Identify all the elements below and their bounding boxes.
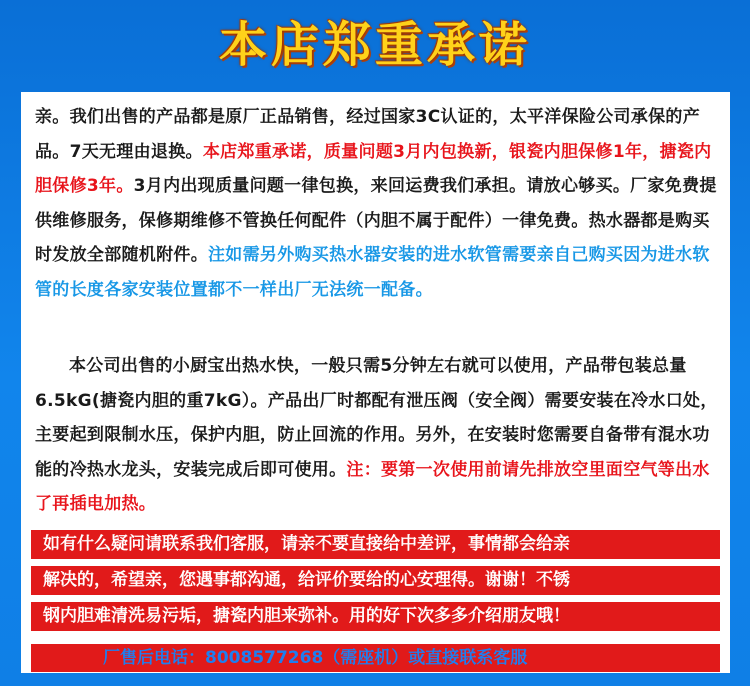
warranty-promise-text: 本店郑重承诺，质量问题3月内包换新，银瓷内胆保修1年，搪瓷内胆保修3年。 xyxy=(35,141,712,196)
service-hotline: 厂售后电话：8008577268（需座机）或直接联系客服 xyxy=(31,644,720,672)
product-info-text: 本公司出售的小厨宝出热水快，一般只需5分钟左右就可以使用，产品带包装总量6.5kG(搪瓷内胆的重7kG）。产品出厂时都配有泄压阀（安全阀）需要安装在冷水口处，主要起到限制水压，保护内胆，防止回流的作用。另外，在安装时您需要自备带有混水功能的冷热水龙头，安装完成后即可使用。 xyxy=(35,356,718,480)
paragraph-product-info xyxy=(35,349,719,522)
page-title: 本店郑重承诺 xyxy=(218,17,531,73)
hose-notice-text: 注如需另外购买热水器安装的进水软管需要亲自己购买因为进水软管的长度各家安装位置都不一样出厂无法统一配备。 xyxy=(35,245,710,300)
notice-bar-1: 如有什么疑问请联系我们客服，请亲不要直接给中差评，事情都会给亲 xyxy=(31,530,720,559)
warranty-details-text: 3月内出现质量问题一律包换，来回运费我们承担。请放心够买。厂家免费提供维修服务，保修期维修不管换任何配件（内胆不属于配件）一律免费。热水器都是购买时发放全部随机附件。 xyxy=(35,176,717,265)
promise-panel xyxy=(21,92,730,673)
warranty-intro-text: 亲。我们出售的产品都是原厂正品销售，经过国家3C认证的，太平洋保险公司承保的产品。7天无理由退换。 xyxy=(35,107,701,162)
first-use-notice-text: 注：要第一次使用前请先排放空里面空气等出水了再插电加热。 xyxy=(35,459,710,514)
paragraph-warranty xyxy=(35,100,719,307)
notice-bar-2: 解决的，希望亲，您遇事都沟通，给评价要给的心安理得。谢谢！不锈 xyxy=(31,566,720,595)
notice-bar-3: 钢内胆难清洗易污垢，搪瓷内胆来弥补。用的好下次多多介绍朋友哦！ xyxy=(31,602,720,631)
